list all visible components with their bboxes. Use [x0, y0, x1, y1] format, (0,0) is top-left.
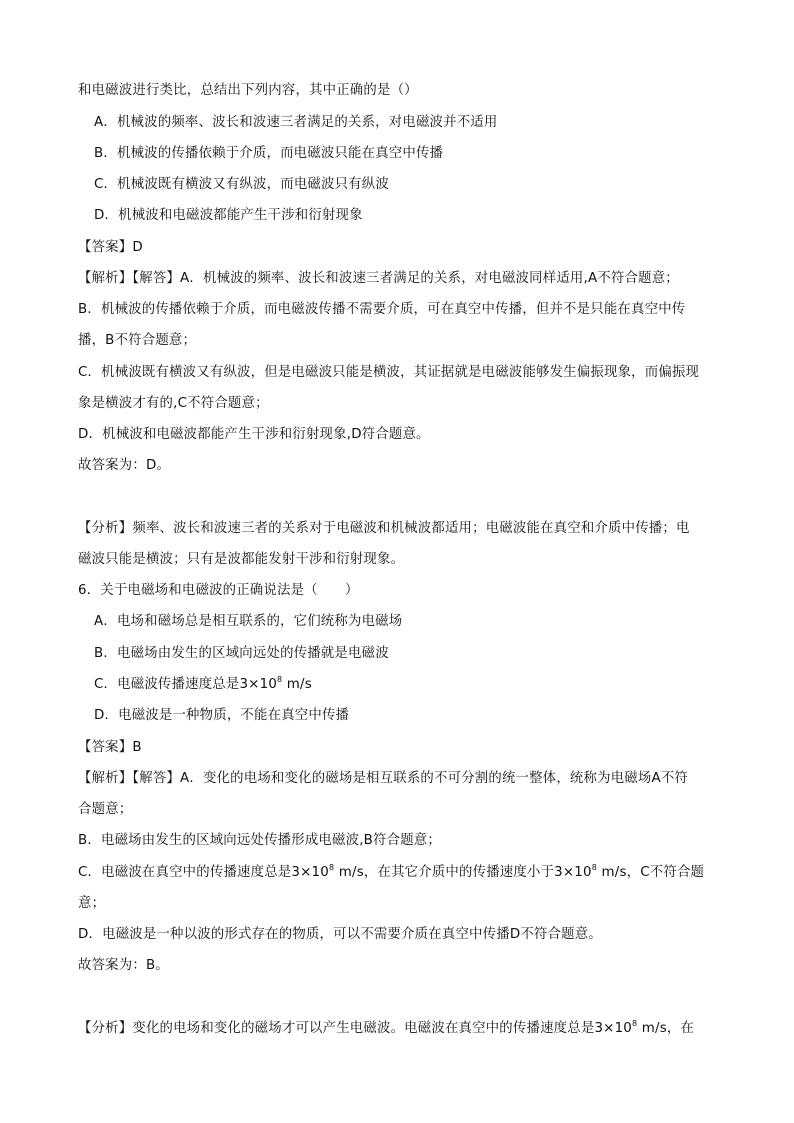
- option-c: [94, 676, 312, 694]
- option-d: D．机械波和电磁波都能产生干涉和衍射现象: [94, 208, 363, 223]
- option-b: B．机械波的传播依赖于介质，而电磁波只能在真空中传播: [94, 146, 444, 161]
- option-b: B．电磁场由发生的区域向远处的传播就是电磁波: [94, 646, 389, 661]
- analysis-line: 【分析】频率、波长和波速三者的关系对于电磁波和机械波都适用；电磁波能在真空和介质中传播；电: [78, 521, 690, 536]
- explanation-line: D．电磁波是一种以波的形式存在的物质，可以不需要介质在真空中传播D不符合题意。: [78, 927, 602, 942]
- exponent: 8: [329, 863, 335, 872]
- question-stem: 6．关于电磁场和电磁波的正确说法是（ ）: [78, 583, 359, 598]
- answer-line: 【答案】D: [78, 240, 143, 255]
- explanation-line: D．机械波和电磁波都能产生干涉和衍射现象,D符合题意。: [78, 427, 430, 442]
- explanation-line: 播，B不符合题意；: [78, 333, 197, 348]
- option-d: D．电磁波是一种物质，不能在真空中传播: [94, 708, 350, 723]
- explanation-line: 意；: [78, 896, 106, 911]
- final-answer-line: 故答案为：B。: [78, 958, 169, 973]
- question-stem-tail: 和电磁波进行类比，总结出下列内容，其中正确的是（）: [78, 83, 418, 98]
- explanation-line: 象是横波才有的,C不符合题意；: [78, 396, 269, 411]
- explanation-text: m/s，在其它介质中的传播速度小于3×10: [334, 865, 592, 880]
- option-c-text: C．电磁波传播速度总是3×10: [94, 677, 278, 692]
- answer-line: 【答案】B: [78, 740, 142, 755]
- explanation-line: B．电磁场由发生的区域向远处传播形成电磁波,B符合题意；: [78, 833, 441, 848]
- explanation-line: 【解析】【解答】A．变化的电场和变化的磁场是相互联系的不可分割的统一整体，统称为电磁场A不符: [78, 771, 689, 786]
- analysis-text: m/s，在: [637, 1021, 695, 1036]
- explanation-text: m/s，C不符合题: [597, 865, 705, 880]
- option-a: A．电场和磁场总是相互联系的，它们统称为电磁场: [94, 614, 403, 629]
- exponent: 8: [591, 863, 598, 872]
- analysis-line: [78, 1020, 694, 1038]
- option-a: A．机械波的频率、波长和波速三者满足的关系，对电磁波并不适用: [94, 115, 498, 130]
- explanation-line: C．机械波既有横波又有纵波，但是电磁波只能是横波，其证据就是电磁波能够发生偏振现象，而偏振现: [78, 365, 700, 380]
- explanation-text: C．电磁波在真空中的传播速度总是3×10: [78, 865, 329, 880]
- exponent: 8: [632, 1019, 638, 1028]
- explanation-line: [78, 864, 704, 882]
- explanation-line: 【解析】【解答】A．机械波的频率、波长和波速三者满足的关系，对电磁波同样适用,A不符合题意；: [78, 271, 679, 286]
- exponent: 8: [277, 675, 283, 684]
- option-c-unit: m/s: [282, 677, 312, 692]
- final-answer-line: 故答案为：D。: [78, 458, 171, 473]
- explanation-line: B．机械波的传播依赖于介质，而电磁波传播不需要介质，可在真空中传播，但并不是只能在真空中传: [78, 302, 686, 317]
- explanation-line: 合题意；: [78, 802, 133, 817]
- analysis-line: 磁波只能是横波；只有是波都能发射干涉和衍射现象。: [78, 552, 405, 567]
- option-c: C．机械波既有横波又有纵波，而电磁波只有纵波: [94, 177, 389, 192]
- analysis-text: 【分析】变化的电场和变化的磁场才可以产生电磁波。电磁波在真空中的传播速度总是3×10: [78, 1021, 633, 1036]
